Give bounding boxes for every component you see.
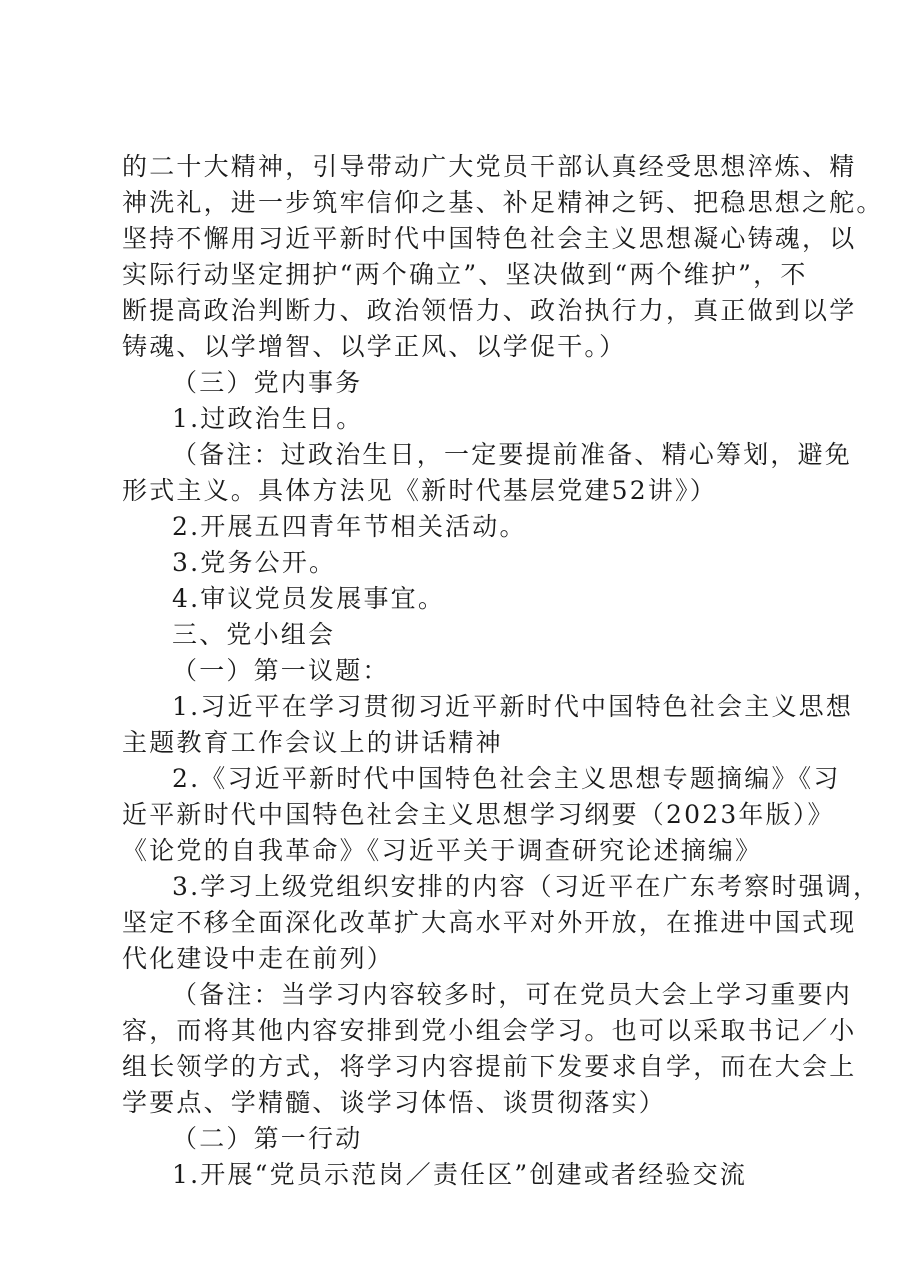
note-line: （备注：过政治生日，一定要提前准备、精心筹划，避免 (172, 440, 853, 469)
list-item: 代化建设中走在前列） (122, 944, 395, 973)
paragraph-line: 断提高政治判断力、政治领悟力、政治执行力，真正做到以学 (122, 296, 857, 325)
list-item: 近平新时代中国特色社会主义思想学习纲要（2023年版）》 (122, 800, 835, 829)
section-heading: （三）党内事务 (172, 368, 363, 397)
paragraph-line: 坚持不懈用习近平新时代中国特色社会主义思想凝心铸魂，以 (122, 224, 857, 253)
list-item: 主题教育工作会议上的讲话精神 (122, 728, 503, 757)
paragraph-line: 铸魂、以学增智、以学正风、以学促干。） (122, 332, 627, 361)
list-item: 2.开展五四青年节相关活动。 (172, 512, 527, 541)
paragraph-line: 的二十大精神，引导带动广大党员干部认真经受思想淬炼、精 (122, 152, 857, 181)
list-item: 1.习近平在学习贯彻习近平新时代中国特色社会主义思想 (172, 692, 854, 721)
section-heading: （二）第一行动 (172, 1124, 363, 1153)
section-heading: 三、党小组会 (172, 620, 336, 649)
list-item: 2.《习近平新时代中国特色社会主义思想专题摘编》《习 (172, 764, 841, 793)
paragraph-line: 神洗礼，进一步筑牢信仰之基、补足精神之钙、把稳思想之舵。 (122, 188, 884, 217)
note-line: 形式主义。具体方法见《新时代基层党建52讲》） (122, 476, 717, 505)
list-item: 坚定不移全面深化改革扩大高水平对外开放，在推进中国式现 (122, 908, 857, 937)
note-line: （备注：当学习内容较多时，可在党员大会上学习重要内 (172, 980, 853, 1009)
note-line: 容，而将其他内容安排到党小组会学习。也可以采取书记／小 (122, 1016, 857, 1045)
list-item: 3.学习上级党组织安排的内容（习近平在广东考察时强调， (172, 872, 881, 901)
list-item: 1.开展“党员示范岗／责任区”创建或者经验交流 (172, 1160, 748, 1189)
list-item: 3.党务公开。 (172, 548, 337, 577)
section-heading: （一）第一议题： (172, 656, 390, 685)
note-line: 学要点、学精髓、谈学习体悟、谈贯彻落实） (122, 1088, 667, 1117)
list-item: 1.过政治生日。 (172, 404, 364, 433)
note-line: 组长领学的方式，将学习内容提前下发要求自学，而在大会上 (122, 1052, 857, 1081)
list-item: 《论党的自我革命》《习近平关于调查研究论述摘编》 (122, 836, 763, 865)
paragraph-line: 实际行动坚定拥护“两个确立”、坚决做到“两个维护”，不 (122, 260, 808, 289)
list-item: 4.审议党员发展事宜。 (172, 584, 446, 613)
